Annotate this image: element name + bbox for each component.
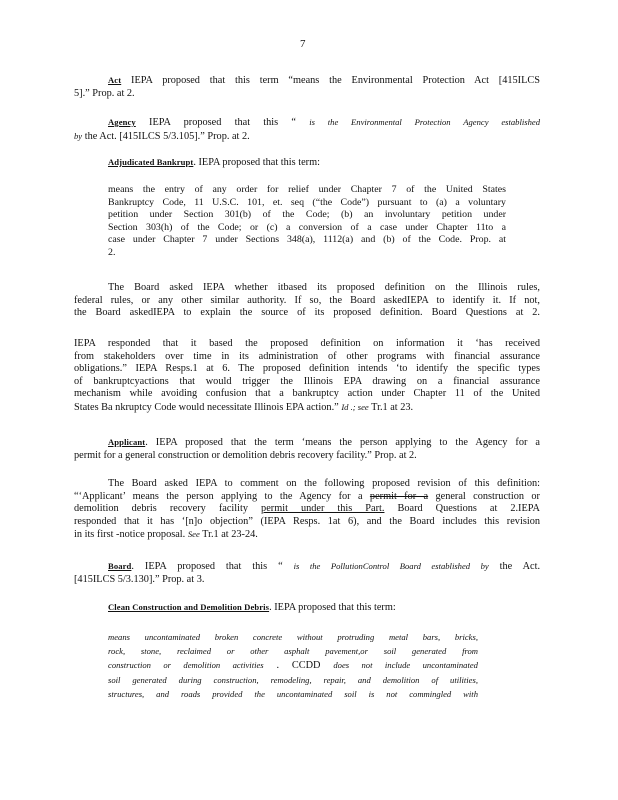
agency-line2-italic: by xyxy=(74,130,83,141)
adjudicated-text: . IEPA proposed that this term: xyxy=(193,157,320,168)
term-act: Act xyxy=(108,75,122,85)
applicant-line2: permit for a general construction or demolition debris recovery facility.” Prop. at 2. xyxy=(74,449,417,461)
definition-applicant xyxy=(74,436,540,462)
ccdd-quote-line: structures, and roads provided the uncontaminated soil is not commingled with xyxy=(108,689,478,699)
ccdd-quote-line: construction or demolition activities xyxy=(108,660,264,670)
act-line2: 5].” Prop. at 2. xyxy=(74,87,135,99)
board-comment-line5a: in its first -notice proposal. xyxy=(74,529,186,541)
board-line1-end: the Act. xyxy=(499,561,541,572)
inserted-text: permit under this Part. xyxy=(261,503,385,515)
ccdd-text: . IEPA proposed that this term: xyxy=(269,602,396,613)
act-line1: IEPA proposed that this term “means the Environmental Protection Act [415ILCS xyxy=(131,75,540,86)
board-line2: [415ILCS 5/3.130].” Prop. at 3. xyxy=(74,573,205,585)
ccdd-line3-end: does not include uncontaminated xyxy=(333,660,478,670)
term-ccdd: Clean Construction and Demolition Debris xyxy=(108,602,270,612)
definition-agency xyxy=(74,116,540,143)
board-asked-paragraph xyxy=(74,282,540,320)
board-asked-line: the Board askedIEPA to explain the source of its proposed definition. Board Questions at 2. xyxy=(74,307,540,319)
ccdd-abbrev: . CCDD xyxy=(276,660,321,671)
board-comment-line5b: Tr.1 at 23-24. xyxy=(202,529,258,541)
board-line1-italic: is the PollutionControl Board established by xyxy=(293,561,489,571)
board-comment-see: See xyxy=(187,529,200,540)
adjudicated-quote xyxy=(108,184,506,260)
definition-act xyxy=(74,74,540,100)
page-number: 7 xyxy=(300,38,306,50)
iepa-responded-line: IEPA responded that it based the proposed definition on information it ‘has received xyxy=(74,338,540,349)
board-asked-line: The Board asked IEPA whether itbased its proposed definition on the Illinois rules, xyxy=(108,282,540,293)
board-comment-line4: responded that it has ‘[n]o objection” (IEPA Resps. 1at 6), and the Board includes this revision xyxy=(74,515,540,527)
term-agency: Agency xyxy=(108,117,136,127)
term-adjudicated-bankrupt: Adjudicated Bankrupt xyxy=(108,157,194,167)
definition-adjudicated-bankrupt xyxy=(108,156,528,170)
board-asked-line: federal rules, or any other similar authority. If so, the Board askedIEPA to identify it. If not, xyxy=(74,294,540,306)
iepa-responded-last-line: States Ba nkruptcy Code would necessitate Illinois EPA action.” xyxy=(74,401,339,413)
agency-line1-text: IEPA proposed that this “ xyxy=(149,117,296,128)
iepa-responded-line: of bankruptcyactions that would trigger the Illinois EPA drawing on a financial assurance xyxy=(74,375,540,387)
adjudicated-quote-line: Bankruptcy Code, 11 U.S.C. 101, et. seq (“the Code”) pursuant to (a) a voluntary xyxy=(108,196,506,208)
board-comment-line3a: demolition debris recovery facility xyxy=(74,503,249,515)
board-comment-line2b: general construction or xyxy=(435,490,540,502)
board-line1-text: . IEPA proposed that this “ xyxy=(131,561,283,572)
iepa-responded-line: from stakeholders over time in its administration of other programs with financial assurance xyxy=(74,350,540,362)
iepa-responded-paragraph xyxy=(74,338,540,415)
definition-ccdd xyxy=(108,601,528,615)
ccdd-quote xyxy=(108,630,478,701)
iepa-responded-line: obligations.” IEPA Resps.1 at 6. The proposed definition intends ‘to identify the specific types xyxy=(74,363,540,375)
term-board: Board xyxy=(108,561,132,571)
ccdd-quote-line: soil generated during construction, remodeling, repair, and demolition of utilities, xyxy=(108,675,478,685)
ccdd-quote-line: rock, stone, reclaimed or other asphalt pavement,or soil generated from xyxy=(108,646,478,656)
applicant-line1: . IEPA proposed that the term ‘means the person applying to the Agency for a xyxy=(145,437,540,448)
adjudicated-quote-line: means the entry of any order for relief under Chapter 7 of the United States xyxy=(108,184,506,195)
adjudicated-quote-line: Section 303(h) of the Code; or (c) a conversion of a case under Chapter 11to a xyxy=(108,221,506,233)
adjudicated-quote-line: 2. xyxy=(108,246,116,258)
ccdd-quote-line: means uncontaminated broken concrete without protruding metal bars, bricks, xyxy=(108,632,478,642)
board-comment-line2a: “‘Applicant’ means the person applying to the Agency for a xyxy=(74,490,363,502)
adjudicated-quote-line: petition under Section 301(b) of the Code; (b) an involuntary petition under xyxy=(108,209,506,221)
board-comment-line1: The Board asked IEPA to comment on the following proposed revision of this definition: xyxy=(108,478,540,489)
board-comment-paragraph xyxy=(74,478,540,542)
struck-text: permit for a xyxy=(369,490,429,502)
iepa-responded-last-end: Tr.1 at 23. xyxy=(371,401,414,413)
agency-line2-text: the Act. [415ILCS 5/3.105].” Prop. at 2. xyxy=(84,130,250,142)
iepa-responded-line: mechanism while avoiding confusion that a bankruptcy action under Chapter 11 of the United xyxy=(74,388,540,400)
term-applicant: Applicant xyxy=(108,437,146,447)
agency-line1-italic: is the Environmental Protection Agency established xyxy=(309,117,540,127)
adjudicated-quote-line: case under Chapter 7 under Sections 348(a), 1112(a) and (b) of the Code. Prop. at xyxy=(108,234,506,246)
iepa-responded-citation: Id .; see xyxy=(341,401,369,412)
definition-board xyxy=(74,560,540,586)
board-comment-line3b: Board Questions at 2.IEPA xyxy=(397,503,540,515)
